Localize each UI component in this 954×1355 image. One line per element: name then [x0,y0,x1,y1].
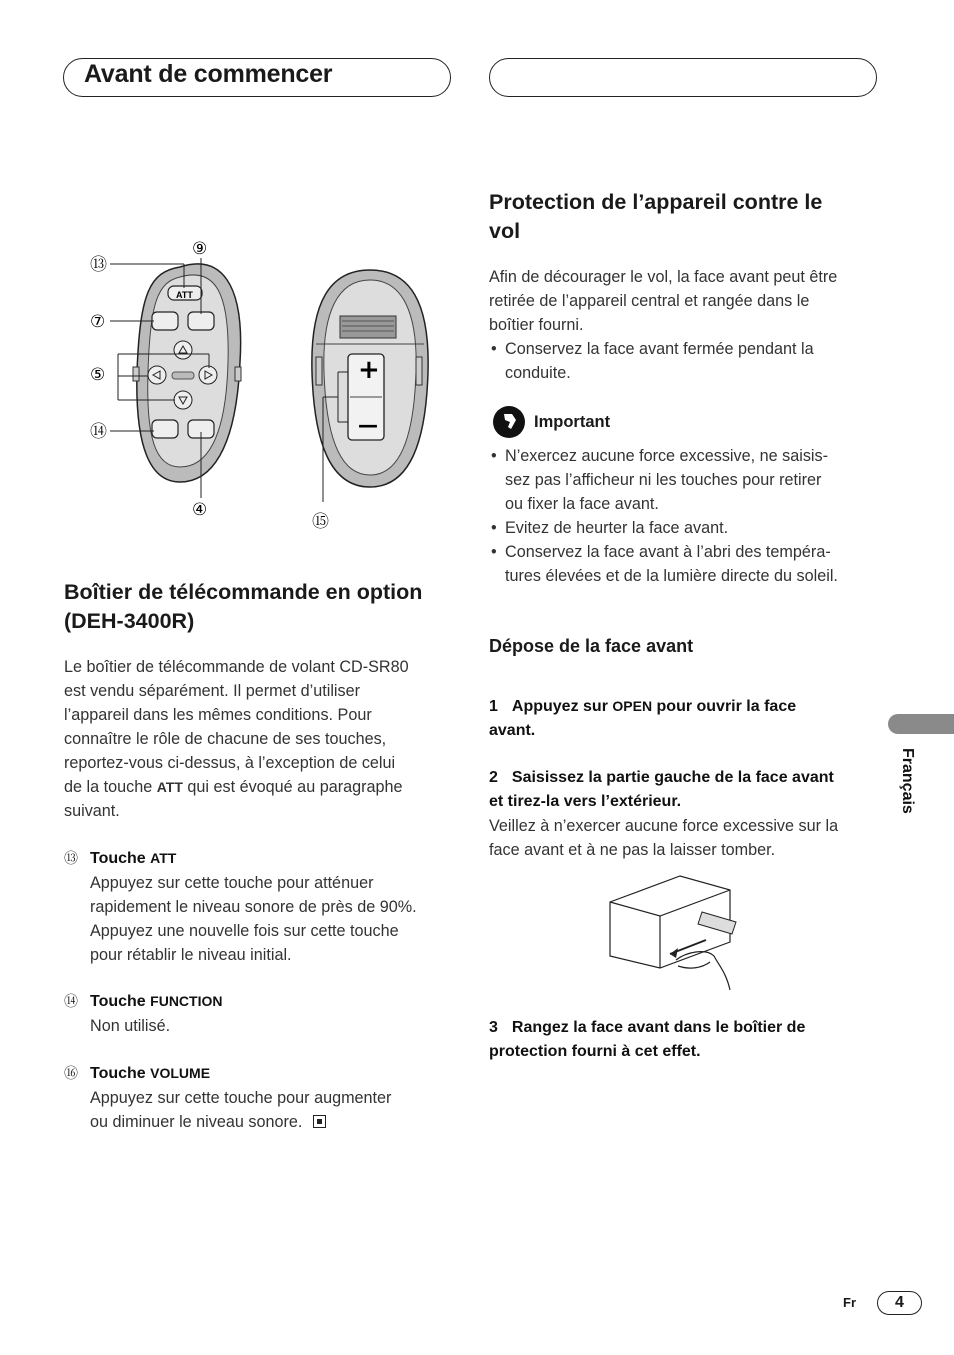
detach-illustration [606,872,746,994]
item-line: rapidement le niveau sonore de près de 90%. [90,898,417,916]
intro-line: reportez-vous ci-dessus, à l’exception de celui [64,754,396,772]
intro-line: Afin de décourager le vol, la face avant peut être [489,268,838,286]
important-icon [492,405,526,439]
item-number: ⑬ [64,850,78,866]
callout-14: ⑭ [90,422,107,442]
footer-lang: Fr [843,1295,856,1310]
callout-9: ⑨ [192,239,208,259]
item-line: ou diminuer le niveau sonore. [90,1110,464,1134]
bullet-item: • Conservez la face avant à l’abri des tempéra- tures élevées et de la lumière directe du soleil. [489,540,889,588]
end-mark-icon [313,1115,326,1128]
callout-4: ④ [192,500,208,520]
item-line: pour rétablir le niveau initial. [90,946,292,964]
item-key: ATT [150,850,177,866]
intro-line: de la touche ATT qui est évoqué au paragraphe [64,778,403,796]
item-att: ⑬ Touche ATT Appuyez sur cette touche pour atténuer rapidement le niveau sonore de près de 90%. Appuyez une nouvelle fois sur cette touche pour rétablir le niveau initial. [64,846,464,967]
important-label: Important [534,412,611,431]
header-right-frame [489,58,877,97]
item-volume: ⑯ Touche VOLUME Appuyez sur cette touche pour augmenter ou diminuer le niveau sonore. [64,1061,464,1134]
callout-7: ⑦ [90,312,106,332]
open-key-label: OPEN [612,698,653,714]
item-function: ⑭ Touche FUNCTION Non utilisé. [64,989,464,1038]
step-2: 2 Saisissez la partie gauche de la face avant et tirez-la vers l’extérieur. Veillez à n’exercer aucune force excessive sur la face avant et à ne pas la laisser tomber. [489,769,839,859]
item-line: Non utilisé. [90,1017,171,1035]
bullet-item: • Conservez la face avant fermée pendant la conduite. [489,337,889,385]
step-3: 3 Rangez la face avant dans le boîtier de protection fourni à cet effet. [489,1019,806,1060]
item-key: VOLUME [150,1065,211,1081]
remote-control-figure [80,232,450,537]
right-intro [489,265,889,385]
intro-line: l’appareil dans les mêmes conditions. Pour [64,706,372,724]
callout-5: ⑤ [90,365,106,385]
page-number-frame [877,1291,922,1315]
att-key-label: ATT [156,779,183,795]
important-list [489,444,889,588]
left-section-heading: Boîtier de télécommande en option (DEH-3400R) [64,580,423,633]
callout-13: ⑬ [90,255,107,275]
intro-line: Le boîtier de télécommande de volant CD-SR80 [64,658,409,676]
intro-line: connaître le rôle de chacune de ses touches, [64,730,387,748]
intro-line: retirée de l’appareil central et rangée dans le [489,292,810,310]
item-number: ⑭ [64,993,78,1009]
language-label: Français [899,748,916,814]
subheading: Dépose de la face avant [489,636,694,656]
item-key: FUNCTION [150,993,223,1009]
language-tab [888,714,954,734]
intro-line: boîtier fourni. [489,316,584,334]
volume-remote-illustration [312,270,428,502]
item-line: Appuyez sur cette touche pour augmenter [90,1089,392,1107]
att-button-label: ATT [176,290,193,300]
bullet-item: • N’exercez aucune force excessive, ne saisis- sez pas l’afficheur ni les touches pour retirer ou fixer la face avant. [489,444,889,516]
important-note [492,406,610,438]
intro-line: est vendu séparément. Il permet d’utiliser [64,682,361,700]
item-line: Appuyez sur cette touche pour atténuer [90,874,374,892]
page-title: Avant de commencer [84,60,333,88]
bullet-item: • Evitez de heurter la face avant. [489,516,889,540]
volume-plus-label: + [358,355,380,385]
intro-line: suivant. [64,802,120,820]
step-1: 1 Appuyez sur OPEN pour ouvrir la face avant. [489,698,797,739]
left-intro [64,655,464,823]
page-number: 4 [895,1294,904,1311]
callout-15: ⑮ [312,512,329,532]
item-line: Appuyez une nouvelle fois sur cette touche [90,922,399,940]
item-number: ⑯ [64,1065,78,1081]
volume-minus-label: — [358,413,378,437]
right-section-heading: Protection de l’appareil contre le vol [489,190,823,243]
